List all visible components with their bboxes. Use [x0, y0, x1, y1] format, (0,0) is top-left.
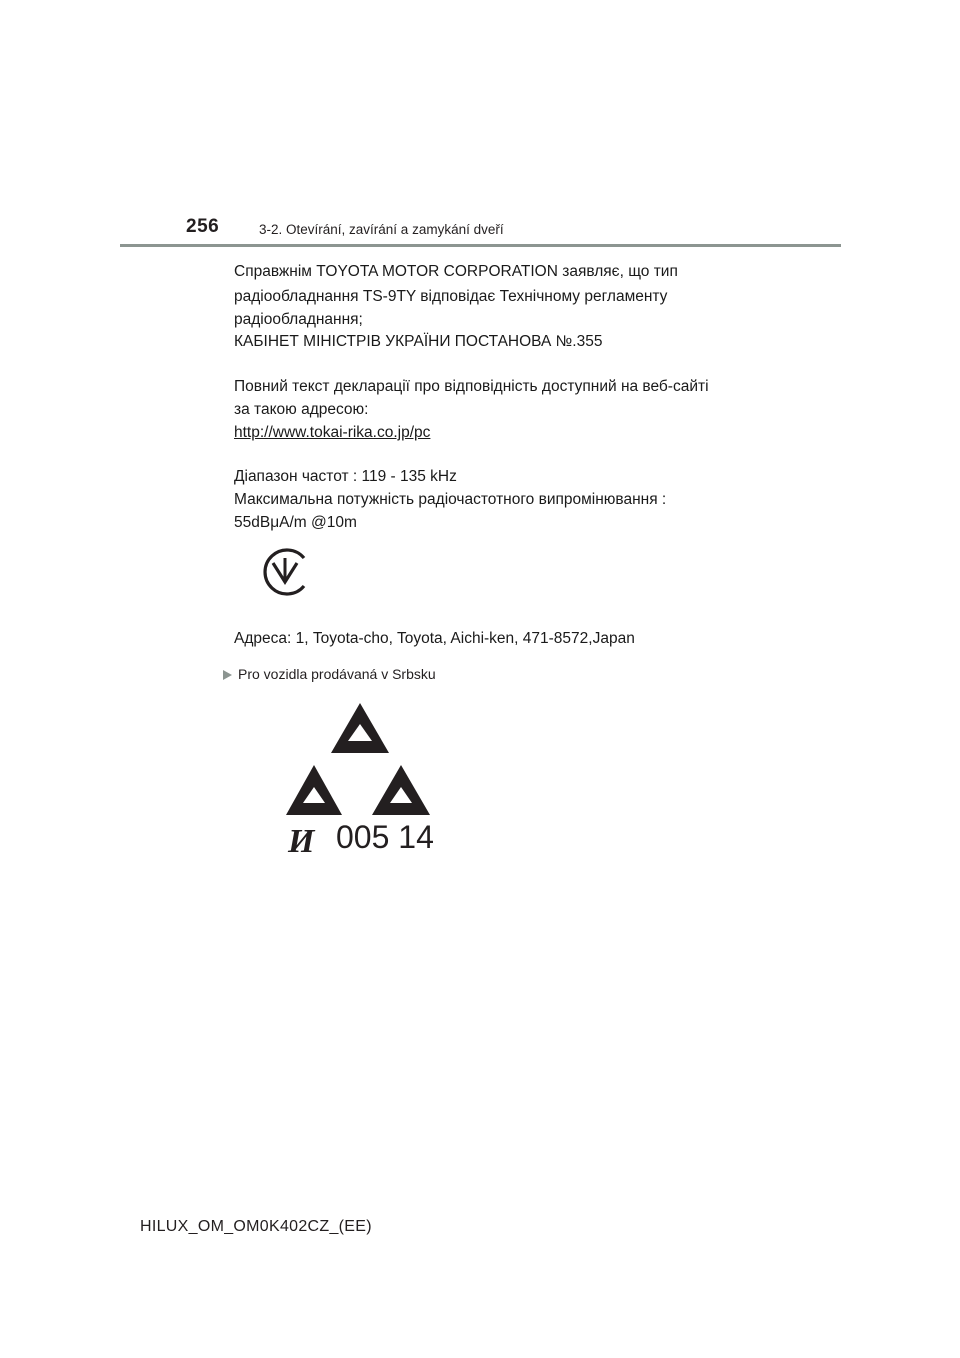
ukrainian-conformity-mark-icon [257, 544, 313, 600]
left-triangle [286, 765, 342, 815]
declaration-address: Адреса: 1, Toyota-cho, Toyota, Aichi-ken, 471-8572,Japan [234, 630, 635, 647]
declaration-line: Повний текст декларації про відповідність доступний на веб-сайті [234, 378, 709, 395]
serbian-triangle-conformity-mark-icon [284, 703, 436, 857]
declaration-line: Діапазон частот : 119 - 135 kHz [234, 468, 457, 485]
declaration-line: радіообладнання TS-9TY відповідає Технічному регламенту [234, 288, 668, 305]
subsection-label: Pro vozidla prodávaná v Srbsku [238, 666, 436, 682]
page-number: 256 [186, 216, 220, 237]
serbia-mark-code: 005 14 [336, 819, 434, 855]
top-triangle [331, 703, 389, 753]
right-triangle [372, 765, 430, 815]
declaration-url-link[interactable]: http://www.tokai-rika.co.jp/pc [234, 424, 431, 441]
subsection-heading [223, 666, 436, 682]
declaration-line: за такою адресою: [234, 401, 369, 418]
section-title: 3-2. Otevírání, zavírání a zamykání dveří [259, 222, 504, 237]
triangle-bullet-icon [223, 670, 232, 680]
footer-document-code: HILUX_OM_OM0K402CZ_(EE) [140, 1218, 372, 1235]
serbia-mark-letter: И [288, 823, 315, 857]
declaration-line: 55dBμA/m @10m [234, 514, 357, 531]
declaration-line: Максимальна потужність радіочастотного випромінювання : [234, 491, 667, 508]
declaration-line: Справжнім TOYOTA MOTOR CORPORATION заявляє, що тип [234, 263, 678, 280]
header-rule [120, 244, 841, 247]
declaration-line: радіообладнання; [234, 311, 363, 328]
declaration-line: КАБІНЕТ МІНІСТРІВ УКРАЇНИ ПОСТАНОВА №.355 [234, 333, 603, 350]
